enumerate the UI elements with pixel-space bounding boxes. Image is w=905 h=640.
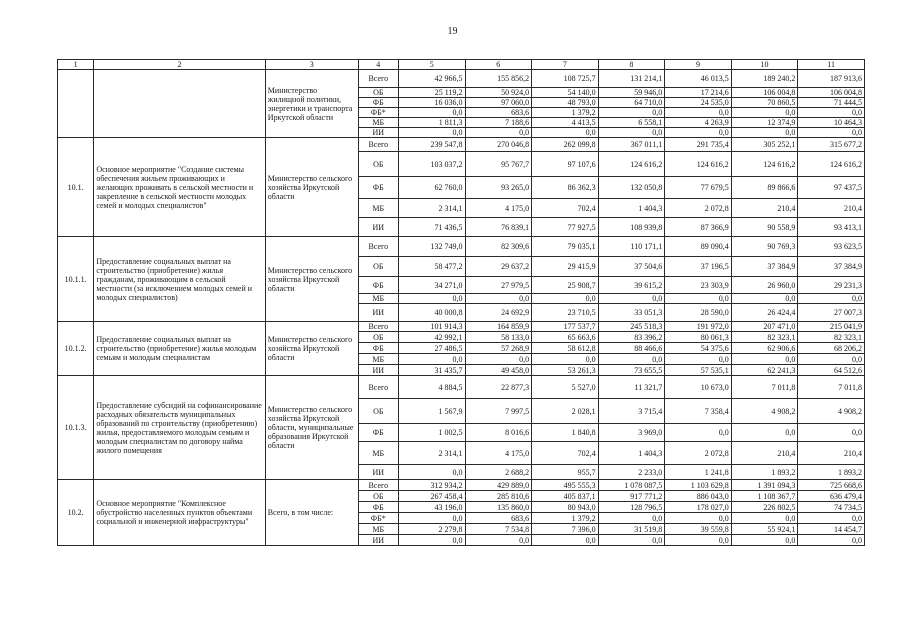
amount-cell: 0,0 xyxy=(398,294,465,304)
amount-cell: 0,0 xyxy=(598,354,665,365)
amount-cell: 0,0 xyxy=(731,294,798,304)
amount-cell: 76 839,1 xyxy=(465,218,532,237)
amount-cell: 23 303,9 xyxy=(665,277,732,294)
amount-cell: 26 960,0 xyxy=(731,277,798,294)
amount-cell: 4 884,5 xyxy=(398,376,465,399)
amount-cell: 90 558,9 xyxy=(731,218,798,237)
amount-cell: 1 391 094,3 xyxy=(731,480,798,491)
amount-cell: 7 011,8 xyxy=(731,376,798,399)
amount-cell: 0,0 xyxy=(798,108,865,118)
amount-cell: 7 997,5 xyxy=(465,399,532,424)
amount-cell: 4 413,5 xyxy=(532,118,599,128)
amount-cell: 262 099,8 xyxy=(532,138,599,152)
amount-cell: 0,0 xyxy=(798,354,865,365)
amount-cell: 0,0 xyxy=(598,513,665,524)
amount-cell: 48 793,0 xyxy=(532,98,599,108)
amount-cell: 31 519,8 xyxy=(598,524,665,535)
amount-cell: 80 061,3 xyxy=(665,332,732,343)
amount-cell: 0,0 xyxy=(665,108,732,118)
amount-cell: 0,0 xyxy=(665,294,732,304)
amount-cell: 0,0 xyxy=(465,128,532,138)
amount-cell: 215 041,9 xyxy=(798,322,865,332)
amount-cell: 26 424,4 xyxy=(731,304,798,322)
amount-cell: 1 893,2 xyxy=(798,465,865,480)
amount-cell: 58 612,8 xyxy=(532,343,599,354)
amount-cell: 37 504,6 xyxy=(598,257,665,277)
funding-source-cell: ФБ xyxy=(358,424,398,442)
amount-cell: 0,0 xyxy=(598,128,665,138)
amount-cell: 210,4 xyxy=(798,199,865,218)
funding-source-cell: ИИ xyxy=(358,365,398,376)
amount-cell: 0,0 xyxy=(598,294,665,304)
funding-source-cell: ФБ* xyxy=(358,108,398,118)
amount-cell: 22 877,3 xyxy=(465,376,532,399)
amount-cell: 1 379,2 xyxy=(532,108,599,118)
amount-cell: 25 908,7 xyxy=(532,277,599,294)
amount-cell: 0,0 xyxy=(665,535,732,546)
row-number-cell xyxy=(58,70,94,138)
amount-cell: 77 927,5 xyxy=(532,218,599,237)
amount-cell: 7 396,0 xyxy=(532,524,599,535)
amount-cell: 0,0 xyxy=(798,424,865,442)
amount-cell: 702,4 xyxy=(532,442,599,465)
amount-cell: 7 358,4 xyxy=(665,399,732,424)
amount-cell: 58 477,2 xyxy=(398,257,465,277)
amount-cell: 37 196,5 xyxy=(665,257,732,277)
amount-cell: 1 078 087,5 xyxy=(598,480,665,491)
amount-cell: 1 893,2 xyxy=(731,465,798,480)
amount-cell: 57 268,9 xyxy=(465,343,532,354)
amount-cell: 128 796,5 xyxy=(598,502,665,513)
funding-source-cell: ОБ xyxy=(358,399,398,424)
funding-source-cell: ОБ xyxy=(358,332,398,343)
amount-cell: 16 036,0 xyxy=(398,98,465,108)
funding-source-cell: ОБ xyxy=(358,152,398,177)
amount-cell: 29 231,3 xyxy=(798,277,865,294)
amount-cell: 14 454,7 xyxy=(798,524,865,535)
amount-cell: 429 889,0 xyxy=(465,480,532,491)
measure-name-cell xyxy=(94,70,265,138)
amount-cell: 0,0 xyxy=(398,465,465,480)
amount-cell: 110 171,1 xyxy=(598,237,665,257)
amount-cell: 124 616,2 xyxy=(598,152,665,177)
amount-cell: 955,7 xyxy=(532,465,599,480)
measure-name-cell: Основное мероприятие "Комплексное обустройство населенных пунктов объектами социальной и инженерной инфраструктуры" xyxy=(94,480,265,546)
amount-cell: 405 837,1 xyxy=(532,491,599,502)
page-number: 19 xyxy=(447,26,458,37)
amount-cell: 210,4 xyxy=(731,199,798,218)
amount-cell: 886 043,0 xyxy=(665,491,732,502)
amount-cell: 39 559,8 xyxy=(665,524,732,535)
amount-cell: 636 479,4 xyxy=(798,491,865,502)
amount-cell: 25 119,2 xyxy=(398,88,465,98)
amount-cell: 131 214,1 xyxy=(598,70,665,88)
amount-cell: 10 673,0 xyxy=(665,376,732,399)
amount-cell: 315 677,2 xyxy=(798,138,865,152)
amount-cell: 4 908,2 xyxy=(798,399,865,424)
amount-cell: 49 458,0 xyxy=(465,365,532,376)
amount-cell: 101 914,3 xyxy=(398,322,465,332)
amount-cell: 62 760,0 xyxy=(398,177,465,199)
amount-cell: 3 969,0 xyxy=(598,424,665,442)
column-number-cell: 4 xyxy=(358,60,398,70)
funding-source-cell: ФБ xyxy=(358,502,398,513)
column-number-cell: 2 xyxy=(94,60,265,70)
amount-cell: 124 616,2 xyxy=(731,152,798,177)
amount-cell: 24 535,0 xyxy=(665,98,732,108)
amount-cell: 1 811,3 xyxy=(398,118,465,128)
amount-cell: 93 265,0 xyxy=(465,177,532,199)
executor-cell: Всего, в том числе: xyxy=(265,480,358,546)
amount-cell: 37 384,9 xyxy=(731,257,798,277)
amount-cell: 917 771,2 xyxy=(598,491,665,502)
amount-cell: 4 263,9 xyxy=(665,118,732,128)
amount-cell: 0,0 xyxy=(798,513,865,524)
funding-source-cell: МБ xyxy=(358,199,398,218)
amount-cell: 1 002,5 xyxy=(398,424,465,442)
amount-cell: 178 027,0 xyxy=(665,502,732,513)
amount-cell: 97 060,0 xyxy=(465,98,532,108)
funding-source-cell: ФБ xyxy=(358,177,398,199)
amount-cell: 64 512,6 xyxy=(798,365,865,376)
amount-cell: 88 466,6 xyxy=(598,343,665,354)
table-row xyxy=(58,322,865,332)
table-row xyxy=(58,70,865,88)
amount-cell: 0,0 xyxy=(398,128,465,138)
amount-cell: 270 046,8 xyxy=(465,138,532,152)
funding-source-cell: МБ xyxy=(358,354,398,365)
amount-cell: 24 692,9 xyxy=(465,304,532,322)
amount-cell: 189 240,2 xyxy=(731,70,798,88)
measure-name-cell: Основное мероприятие "Создание системы обеспечения жильем проживающих и желающих проживать в сельской местности и закрепление в сельской местности молодых семей и молодых специалистов" xyxy=(94,138,265,237)
amount-cell: 65 663,6 xyxy=(532,332,599,343)
funding-source-cell: Всего xyxy=(358,138,398,152)
executor-cell: Министерство сельского хозяйства Иркутской области, муниципальные образования Иркутской области xyxy=(265,376,358,480)
amount-cell: 1 379,2 xyxy=(532,513,599,524)
amount-cell: 0,0 xyxy=(532,535,599,546)
column-number-cell: 11 xyxy=(798,60,865,70)
funding-source-cell: МБ xyxy=(358,118,398,128)
amount-cell: 207 471,0 xyxy=(731,322,798,332)
executor-cell: Министерство сельского хозяйства Иркутской области xyxy=(265,138,358,237)
amount-cell: 33 051,3 xyxy=(598,304,665,322)
amount-cell: 82 309,6 xyxy=(465,237,532,257)
amount-cell: 683,6 xyxy=(465,108,532,118)
funding-source-cell: Всего xyxy=(358,70,398,88)
column-number-cell: 1 xyxy=(58,60,94,70)
amount-cell: 64 710,0 xyxy=(598,98,665,108)
amount-cell: 93 623,5 xyxy=(798,237,865,257)
amount-cell: 191 972,0 xyxy=(665,322,732,332)
amount-cell: 187 913,6 xyxy=(798,70,865,88)
column-number-cell: 7 xyxy=(532,60,599,70)
amount-cell: 87 366,9 xyxy=(665,218,732,237)
amount-cell: 0,0 xyxy=(598,535,665,546)
amount-cell: 7 011,8 xyxy=(798,376,865,399)
funding-source-cell: Всего xyxy=(358,376,398,399)
row-number-cell: 10.2. xyxy=(58,480,94,546)
funding-source-cell: ИИ xyxy=(358,218,398,237)
amount-cell: 0,0 xyxy=(798,294,865,304)
amount-cell: 46 013,5 xyxy=(665,70,732,88)
amount-cell: 42 966,5 xyxy=(398,70,465,88)
amount-cell: 57 535,1 xyxy=(665,365,732,376)
amount-cell: 1 840,8 xyxy=(532,424,599,442)
row-number-cell: 10.1.2. xyxy=(58,322,94,376)
amount-cell: 0,0 xyxy=(532,354,599,365)
amount-cell: 83 396,2 xyxy=(598,332,665,343)
amount-cell: 62 906,6 xyxy=(731,343,798,354)
amount-cell: 86 362,3 xyxy=(532,177,599,199)
column-number-cell: 10 xyxy=(731,60,798,70)
funding-source-cell: ИИ xyxy=(358,535,398,546)
row-number-cell: 10.1. xyxy=(58,138,94,237)
amount-cell: 70 860,5 xyxy=(731,98,798,108)
amount-cell: 50 924,0 xyxy=(465,88,532,98)
amount-cell: 27 979,5 xyxy=(465,277,532,294)
column-number-cell: 5 xyxy=(398,60,465,70)
amount-cell: 27 486,5 xyxy=(398,343,465,354)
amount-cell: 0,0 xyxy=(731,128,798,138)
amount-cell: 0,0 xyxy=(532,294,599,304)
amount-cell: 226 802,5 xyxy=(731,502,798,513)
amount-cell: 97 437,5 xyxy=(798,177,865,199)
amount-cell: 10 464,3 xyxy=(798,118,865,128)
amount-cell: 29 415,9 xyxy=(532,257,599,277)
column-number-cell: 8 xyxy=(598,60,665,70)
amount-cell: 124 616,2 xyxy=(798,152,865,177)
amount-cell: 108 725,7 xyxy=(532,70,599,88)
executor-cell: Министерство жилищной политики, энергетики и транспорта Иркутской области xyxy=(265,70,358,138)
column-number-row xyxy=(58,60,865,70)
amount-cell: 79 035,1 xyxy=(532,237,599,257)
funding-source-cell: ИИ xyxy=(358,465,398,480)
measure-name-cell: Предоставление социальных выплат на строительство (приобретение) жилья гражданам, проживающим в сельской местности (за исключением молодых семей и молодых специалистов) xyxy=(94,237,265,322)
amount-cell: 0,0 xyxy=(798,535,865,546)
table-row xyxy=(58,237,865,257)
amount-cell: 95 767,7 xyxy=(465,152,532,177)
amount-cell: 1 404,3 xyxy=(598,442,665,465)
amount-cell: 1 404,3 xyxy=(598,199,665,218)
amount-cell: 58 133,0 xyxy=(465,332,532,343)
amount-cell: 28 590,0 xyxy=(665,304,732,322)
column-number-cell: 6 xyxy=(465,60,532,70)
amount-cell: 0,0 xyxy=(665,128,732,138)
column-number-cell: 3 xyxy=(265,60,358,70)
amount-cell: 106 004,8 xyxy=(731,88,798,98)
amount-cell: 89 090,4 xyxy=(665,237,732,257)
amount-cell: 291 735,4 xyxy=(665,138,732,152)
amount-cell: 495 555,3 xyxy=(532,480,599,491)
table-row xyxy=(58,376,865,399)
amount-cell: 4 175,0 xyxy=(465,199,532,218)
amount-cell: 132 749,0 xyxy=(398,237,465,257)
funding-source-cell: МБ xyxy=(358,294,398,304)
amount-cell: 71 436,5 xyxy=(398,218,465,237)
table-row xyxy=(58,138,865,152)
amount-cell: 59 946,0 xyxy=(598,88,665,98)
amount-cell: 0,0 xyxy=(465,535,532,546)
amount-cell: 77 679,5 xyxy=(665,177,732,199)
amount-cell: 80 943,0 xyxy=(532,502,599,513)
amount-cell: 210,4 xyxy=(798,442,865,465)
funding-source-cell: ФБ xyxy=(358,98,398,108)
funding-source-cell: ИИ xyxy=(358,128,398,138)
funding-source-cell: ИИ xyxy=(358,304,398,322)
amount-cell: 2 688,2 xyxy=(465,465,532,480)
amount-cell: 74 734,5 xyxy=(798,502,865,513)
amount-cell: 2 028,1 xyxy=(532,399,599,424)
amount-cell: 40 000,8 xyxy=(398,304,465,322)
amount-cell: 23 710,5 xyxy=(532,304,599,322)
amount-cell: 0,0 xyxy=(465,294,532,304)
amount-cell: 0,0 xyxy=(532,128,599,138)
amount-cell: 267 458,4 xyxy=(398,491,465,502)
amount-cell: 0,0 xyxy=(398,513,465,524)
amount-cell: 37 384,9 xyxy=(798,257,865,277)
row-number-cell: 10.1.1. xyxy=(58,237,94,322)
amount-cell: 82 323,1 xyxy=(731,332,798,343)
amount-cell: 42 992,1 xyxy=(398,332,465,343)
amount-cell: 177 537,7 xyxy=(532,322,599,332)
amount-cell: 7 188,6 xyxy=(465,118,532,128)
amount-cell: 97 107,6 xyxy=(532,152,599,177)
amount-cell: 367 011,1 xyxy=(598,138,665,152)
amount-cell: 27 007,3 xyxy=(798,304,865,322)
amount-cell: 155 856,2 xyxy=(465,70,532,88)
amount-cell: 2 314,1 xyxy=(398,442,465,465)
amount-cell: 0,0 xyxy=(731,513,798,524)
amount-cell: 132 050,8 xyxy=(598,177,665,199)
amount-cell: 239 547,8 xyxy=(398,138,465,152)
amount-cell: 62 241,3 xyxy=(731,365,798,376)
amount-cell: 0,0 xyxy=(731,354,798,365)
amount-cell: 108 939,8 xyxy=(598,218,665,237)
amount-cell: 5 527,0 xyxy=(532,376,599,399)
amount-cell: 89 866,6 xyxy=(731,177,798,199)
amount-cell: 702,4 xyxy=(532,199,599,218)
amount-cell: 53 261,3 xyxy=(532,365,599,376)
amount-cell: 29 637,2 xyxy=(465,257,532,277)
funding-source-cell: ОБ xyxy=(358,257,398,277)
amount-cell: 245 518,3 xyxy=(598,322,665,332)
funding-source-cell: Всего xyxy=(358,322,398,332)
funding-table xyxy=(57,59,865,546)
amount-cell: 0,0 xyxy=(665,354,732,365)
amount-cell: 68 206,2 xyxy=(798,343,865,354)
amount-cell: 0,0 xyxy=(731,424,798,442)
amount-cell: 0,0 xyxy=(798,128,865,138)
amount-cell: 1 103 629,8 xyxy=(665,480,732,491)
amount-cell: 725 668,6 xyxy=(798,480,865,491)
funding-source-cell: ФБ xyxy=(358,277,398,294)
funding-source-cell: Всего xyxy=(358,237,398,257)
amount-cell: 0,0 xyxy=(465,354,532,365)
amount-cell: 1 241,8 xyxy=(665,465,732,480)
executor-cell: Министерство сельского хозяйства Иркутской области xyxy=(265,237,358,322)
measure-name-cell: Предоставление субсидий на софинансирование расходных обязательств муниципальных образований по строительству (приобретению) жилья, предоставляемого молодым семьям и молодым специалистам по договору найма жилого помещения xyxy=(94,376,265,480)
measure-name-cell: Предоставление социальных выплат на строительство (приобретение) жилья молодым семьям и молодым специалистам xyxy=(94,322,265,376)
amount-cell: 71 444,5 xyxy=(798,98,865,108)
column-number-cell: 9 xyxy=(665,60,732,70)
amount-cell: 2 233,0 xyxy=(598,465,665,480)
executor-cell: Министерство сельского хозяйства Иркутской области xyxy=(265,322,358,376)
amount-cell: 0,0 xyxy=(398,108,465,118)
amount-cell: 93 413,1 xyxy=(798,218,865,237)
funding-source-cell: ОБ xyxy=(358,88,398,98)
amount-cell: 312 934,2 xyxy=(398,480,465,491)
funding-source-cell: Всего xyxy=(358,480,398,491)
amount-cell: 34 271,0 xyxy=(398,277,465,294)
amount-cell: 73 655,5 xyxy=(598,365,665,376)
amount-cell: 0,0 xyxy=(731,108,798,118)
amount-cell: 0,0 xyxy=(398,535,465,546)
amount-cell: 164 859,9 xyxy=(465,322,532,332)
amount-cell: 0,0 xyxy=(398,354,465,365)
funding-source-cell: МБ xyxy=(358,442,398,465)
amount-cell: 683,6 xyxy=(465,513,532,524)
amount-cell: 31 435,7 xyxy=(398,365,465,376)
amount-cell: 7 534,8 xyxy=(465,524,532,535)
amount-cell: 285 810,6 xyxy=(465,491,532,502)
funding-source-cell: МБ xyxy=(358,524,398,535)
amount-cell: 1 567,9 xyxy=(398,399,465,424)
amount-cell: 106 004,8 xyxy=(798,88,865,98)
amount-cell: 1 108 367,7 xyxy=(731,491,798,502)
amount-cell: 2 072,8 xyxy=(665,199,732,218)
amount-cell: 0,0 xyxy=(598,108,665,118)
funding-source-cell: ОБ xyxy=(358,491,398,502)
amount-cell: 3 715,4 xyxy=(598,399,665,424)
amount-cell: 82 323,1 xyxy=(798,332,865,343)
amount-cell: 103 037,2 xyxy=(398,152,465,177)
amount-cell: 210,4 xyxy=(731,442,798,465)
amount-cell: 8 016,6 xyxy=(465,424,532,442)
funding-source-cell: ФБ xyxy=(358,343,398,354)
amount-cell: 2 314,1 xyxy=(398,199,465,218)
amount-cell: 17 214,6 xyxy=(665,88,732,98)
amount-cell: 54 375,6 xyxy=(665,343,732,354)
amount-cell: 90 769,3 xyxy=(731,237,798,257)
amount-cell: 11 321,7 xyxy=(598,376,665,399)
amount-cell: 6 558,1 xyxy=(598,118,665,128)
amount-cell: 0,0 xyxy=(731,535,798,546)
row-number-cell: 10.1.3. xyxy=(58,376,94,480)
table-row xyxy=(58,480,865,491)
amount-cell: 305 252,1 xyxy=(731,138,798,152)
amount-cell: 55 924,1 xyxy=(731,524,798,535)
amount-cell: 2 279,8 xyxy=(398,524,465,535)
amount-cell: 43 196,0 xyxy=(398,502,465,513)
amount-cell: 2 072,8 xyxy=(665,442,732,465)
amount-cell: 0,0 xyxy=(665,513,732,524)
amount-cell: 54 140,0 xyxy=(532,88,599,98)
amount-cell: 135 860,0 xyxy=(465,502,532,513)
amount-cell: 12 374,9 xyxy=(731,118,798,128)
amount-cell: 4 908,2 xyxy=(731,399,798,424)
amount-cell: 39 615,2 xyxy=(598,277,665,294)
amount-cell: 4 175,0 xyxy=(465,442,532,465)
amount-cell: 0,0 xyxy=(665,424,732,442)
funding-source-cell: ФБ* xyxy=(358,513,398,524)
amount-cell: 124 616,2 xyxy=(665,152,732,177)
